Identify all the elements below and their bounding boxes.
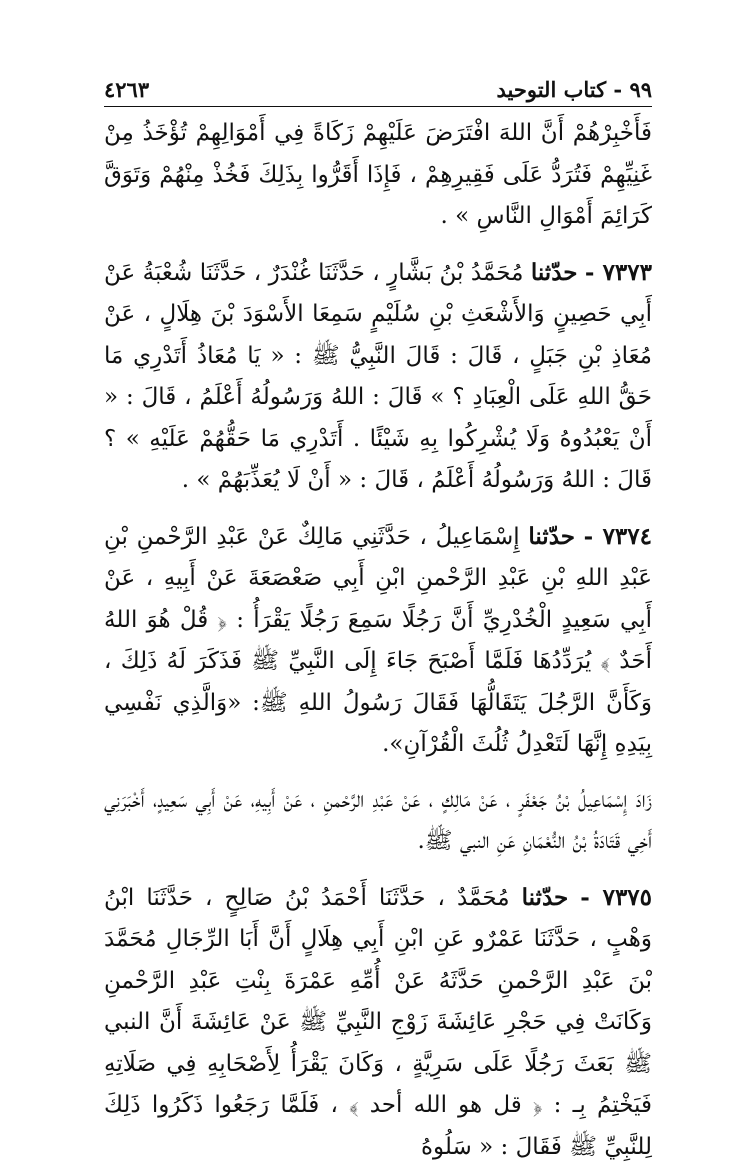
hadith-text: مُحَمَّدُ بْنُ بَشَّارٍ ، حَدَّثَنَا غُنْدَرٌ ، حَدَّثَنَا شُعْبَةُ عَنْ أَبِي حَصِينٍ وَالأَشْعَثِ بْنِ سُلَيْمٍ سَمِعَا الأَسْوَدَ بْنَ هِلَالٍ ، عَنْ مُعَاذِ بْنِ جَبَلٍ ، قَالَ : قَالَ النَّبِيُّ ﷺ : « يَا مُعَاذُ أَتَدْرِي مَا حَقُّ اللهِ عَلَى الْعِبَادِ ؟ » قَالَ : اللهُ وَرَسُولُهُ أَعْلَمُ ، قَالَ : « أَنْ يَعْبُدُوهُ وَلَا يُشْرِكُوا بِهِ شَيْئًا . أَتَدْرِي مَا حَقُّهُمْ عَلَيْهِ » ؟ قَالَ : اللهُ وَرَسُولُهُ أَعْلَمُ ، قَالَ : « أَنْ لَا يُعَذِّبَهُمْ » . (104, 260, 652, 494)
hadith-7375 (104, 877, 652, 1168)
paragraph-text: زَادَ إِسْمَاعِيلُ بْنُ جَعْفَرٍ ، عَنْ مَالِكٍ ، عَنْ عَبْدِ الرَّحْمنِ ، عَنْ أَبِيهِ، عَنْ أَبِي سَعِيدٍ، أَخْبَرَنِي أَخِي قَتَادَةُ بْنُ النُّعْمَانِ عَنِ النبي ﷺ. (104, 787, 652, 855)
chapter-title: ٩٩ - كتاب التوحيد (497, 79, 652, 100)
hadith-7374 (104, 516, 652, 766)
hadith-7374-addendum (104, 780, 652, 863)
paragraph-continuation (104, 113, 652, 238)
page-number: ٤٢٦٣ (104, 79, 149, 100)
hadith-lead: حدّثنا (528, 523, 575, 550)
hadith-text: مُحَمَّدٌ ، حَدَّثَنَا أَحْمَدُ بْنُ صَالِحٍ ، حَدَّثَنَا ابْنُ وَهْبٍ ، حَدَّثَنَا عَمْرٌو عَنِ ابْنِ أَبِي هِلَالٍ أَنَّ أَبَا الرِّجَالِ مُحَمَّدَ بْنَ عَبْدِ الرَّحْمنِ حَدَّثَهُ عَنْ أُمِّهِ عَمْرَةَ بِنْتِ عَبْدِ الرَّحْمنِ وَكَانَتْ فِي حَجْرِ عَائِشَةَ زَوْجِ النَّبِيِّ ﷺ عَنْ عَائِشَةَ أَنَّ النبي ﷺ بَعَثَ رَجُلًا عَلَى سَرِيَّةٍ ، وَكَانَ يَقْرَأُ لِأَصْحَابِهِ فِي صَلَاتِهِ فَيَخْتِمُ بِـ : ﴿ قل هو الله أحد ﴾ ، فَلَمَّا رَجَعُوا ذَكَرُوا ذَلِكَ لِلنَّبِيِّ ﷺ فَقَالَ : « سَلُوهُ (104, 885, 652, 1160)
paragraph-text: فَأَخْبِرْهُمْ أَنَّ اللهَ افْتَرَضَ عَلَيْهِمْ زَكَاةً فِي أَمْوَالِهِمْ تُؤْخَذُ مِنْ غَنِيِّهِمْ فَتُرَدُّ عَلَى فَقِيرِهِمْ ، فَإِذَا أَقَرُّوا بِذَلِكَ فَخُذْ مِنْهُمْ وَتَوَقَّ كَرَائِمَ أَمْوَالِ النَّاسِ » . (104, 120, 652, 229)
book-page (104, 62, 652, 1072)
hadith-number: ٧٣٧٤ - (584, 523, 652, 550)
hadith-number: ٧٣٧٥ - (580, 884, 652, 911)
hadith-lead: حدّثنا (522, 884, 569, 911)
hadith-lead: حدّثنا (531, 259, 578, 286)
running-header (104, 62, 652, 107)
hadith-7373 (104, 252, 652, 502)
hadith-number: ٧٣٧٣ - (585, 259, 652, 286)
page-content (104, 113, 652, 1168)
hadith-text: إِسْمَاعِيلُ ، حَدَّثَنِي مَالِكٌ عَنْ عَبْدِ الرَّحْمنِ بْنِ عَبْدِ اللهِ بْنِ عَبْدِ الرَّحْمنِ ابْنِ أَبِي صَعْصَعَةَ عَنْ أَبِيهِ ، عَنْ أَبِي سَعِيدٍ الْخُدْرِيِّ أَنَّ رَجُلًا سَمِعَ رَجُلًا يَقْرَأُ : ﴿ قُلْ هُوَ اللهُ أَحَدٌ ﴾ يُرَدِّدُهَا فَلَمَّا أَصْبَحَ جَاءَ إِلَى النَّبِيِّ ﷺ فَذَكَرَ لَهُ ذَلِكَ ، وَكَأَنَّ الرَّجُلَ يَتَقَالُّهَا فَقَالَ رَسُولُ اللهِ ﷺ: «وَالَّذِي نَفْسِي بِيَدِهِ إِنَّهَا لَتَعْدِلُ ثُلُثَ الْقُرْآنِ». (104, 524, 652, 758)
